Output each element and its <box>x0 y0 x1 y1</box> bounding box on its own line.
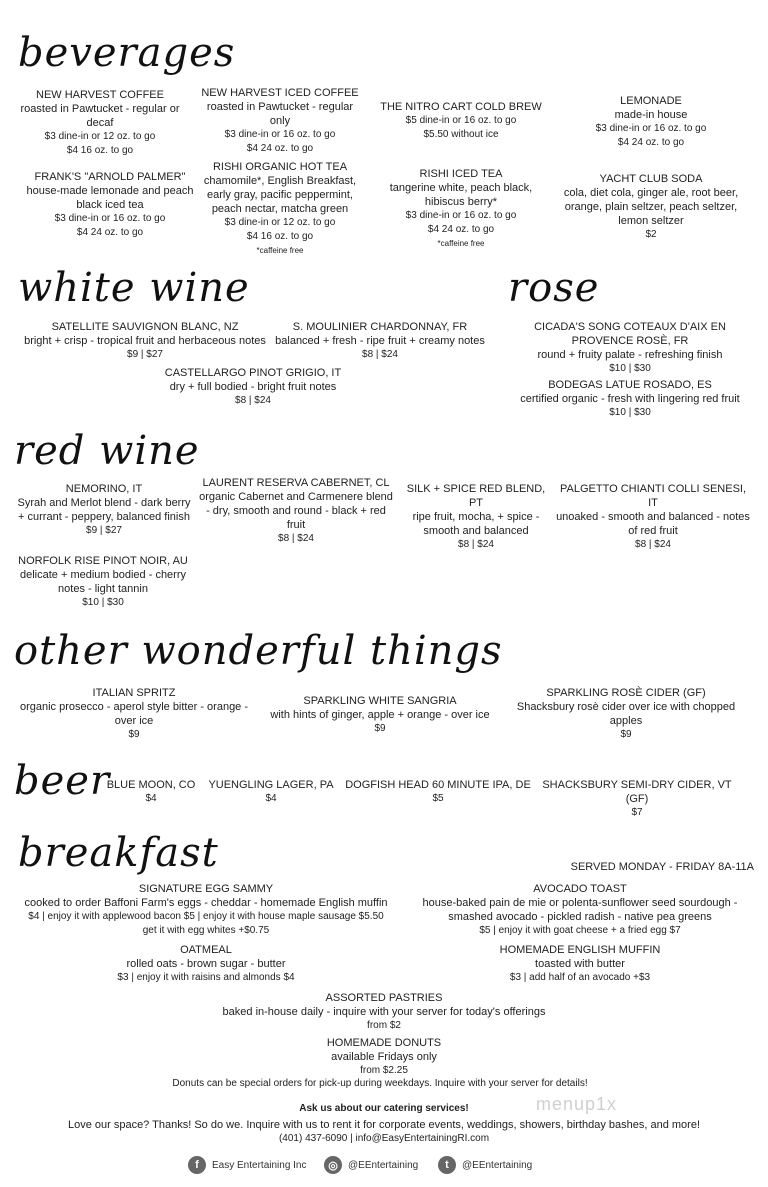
other-item <box>14 686 254 742</box>
item-price: $10 | $30 <box>82 597 124 608</box>
beverages-heading: beverages <box>18 30 236 76</box>
beverage-item <box>20 88 180 158</box>
item-price: $9 | $27 <box>86 525 122 536</box>
item-desc: with hints of ginger, apple + orange - over ice <box>270 709 490 721</box>
breakfast-item <box>244 1036 524 1078</box>
item-title: FRANK'S "ARNOLD PALMER" <box>34 171 186 183</box>
instagram-icon: ◎ <box>324 1156 342 1174</box>
facebook-icon: f <box>188 1156 206 1174</box>
beer-item <box>96 778 206 806</box>
item-title: SILK + SPICE RED BLEND, PT <box>406 483 546 509</box>
item-price: $8 | $24 <box>235 395 271 406</box>
breakfast-heading: breakfast <box>18 830 219 876</box>
twitter-icon: t <box>438 1156 456 1174</box>
item-title: YACHT CLUB SODA <box>599 173 703 185</box>
item-price: $4 24 oz. to go <box>76 227 144 238</box>
item-price: $3 dine-in or 16 oz. to go <box>405 210 517 221</box>
item-desc: delicate + medium bodied - cherry notes - light tannin <box>20 569 186 595</box>
breakfast-item <box>470 943 690 985</box>
item-price: $2 <box>645 229 657 240</box>
item-title: SATELLITE SAUVIGNON BLANC, NZ <box>51 321 239 333</box>
item-title: HOMEMADE DONUTS <box>326 1037 442 1049</box>
beverage-item <box>375 100 547 142</box>
item-title: AVOCADO TOAST <box>533 883 627 895</box>
item-title: ASSORTED PASTRIES <box>325 992 443 1004</box>
facebook-link[interactable] <box>188 1156 307 1174</box>
item-price: $8 | $24 <box>362 349 398 360</box>
instagram-link[interactable] <box>324 1156 418 1174</box>
item-desc: roasted in Pawtucket - regular only <box>206 101 354 127</box>
item-price: $3 dine-in or 16 oz. to go <box>54 213 166 224</box>
other-item <box>510 686 742 742</box>
item-price: $3 dine-in or 12 oz. to go <box>224 217 336 228</box>
item-price: $10 | $30 <box>609 363 651 374</box>
instagram-handle: @EEntertaining <box>348 1159 419 1171</box>
red-wine-item <box>14 482 194 538</box>
item-extra: get it with egg whites +$0.75 <box>142 925 270 936</box>
red-wine-item <box>14 554 192 610</box>
item-title: SIGNATURE EGG SAMMY <box>138 883 274 895</box>
item-price: $5 dine-in or 16 oz. to go <box>405 115 517 126</box>
other-wonderful-things-heading: other wonderful things <box>14 628 503 674</box>
beer-item <box>206 778 336 806</box>
item-desc: organic prosecco - aperol style bitter - orange - over ice <box>19 701 249 727</box>
item-title: CICADA'S SONG COTEAUX D'AIX EN PROVENCE ROSÈ, FR <box>534 321 726 347</box>
beverage-item <box>202 160 358 258</box>
item-title: THE NITRO CART COLD BREW <box>380 101 542 113</box>
item-title: SPARKLING WHITE SANGRIA <box>303 695 457 707</box>
breakfast-item <box>194 991 574 1033</box>
item-title: RISHI ORGANIC HOT TEA <box>212 161 348 173</box>
item-desc: house-made lemonade and peach black iced tea <box>26 185 194 211</box>
item-price: $5 <box>432 793 444 804</box>
item-price: $9 <box>128 729 140 740</box>
twitter-link[interactable] <box>438 1156 532 1174</box>
watermark: menup1x <box>536 1094 618 1114</box>
breakfast-item <box>96 943 316 985</box>
item-title: NORFOLK RISE PINOT NOIR, AU <box>18 555 188 567</box>
beer-heading: beer <box>14 758 111 804</box>
breakfast-hours: SERVED MONDAY - FRIDAY 8A-11A <box>570 861 754 873</box>
item-price: $3 | enjoy it with raisins and almonds $4 <box>117 972 295 983</box>
item-title: CASTELLARGO PINOT GRIGIO, IT <box>164 367 342 379</box>
item-price: $9 | $27 <box>127 349 163 360</box>
space-note: Love our space? Thanks! So do we. Inquire with us to rent it for corporate events, weddings, showers, birthday bashes, and more! <box>67 1119 701 1131</box>
beverage-item <box>385 167 537 251</box>
donut-note: Donuts can be special orders for pick-up during weekdays. Inquire with your server for details! <box>172 1078 588 1089</box>
item-price: $4 24 oz. to go <box>427 224 495 235</box>
item-price: $8 | $24 <box>635 539 671 550</box>
item-title: OATMEAL <box>180 944 232 956</box>
item-price: $8 | $24 <box>278 533 314 544</box>
beer-item <box>340 778 536 806</box>
rose-heading: rose <box>508 265 600 311</box>
item-desc: ripe fruit, mocha, + spice - smooth and balanced <box>412 511 540 537</box>
beverage-item <box>20 170 200 240</box>
item-desc: Shacksbury rosè cider over ice with chopped apples <box>516 701 736 727</box>
item-desc: cola, diet cola, ginger ale, root beer, orange, plain seltzer, peach seltzer, lemon seltzer <box>563 187 739 227</box>
item-title: ITALIAN SPRITZ <box>92 687 176 699</box>
other-item <box>262 694 498 736</box>
item-desc: available Fridays only <box>331 1051 437 1063</box>
beverage-item <box>560 172 742 242</box>
item-title: NEMORINO, IT <box>65 483 143 495</box>
item-price: $4 16 oz. to go <box>66 145 134 156</box>
item-title: LEMONADE <box>620 95 682 107</box>
item-title: HOMEMADE ENGLISH MUFFIN <box>499 944 661 956</box>
item-price: $4 24 oz. to go <box>617 137 685 148</box>
item-title: BODEGAS LATUE ROSADO, ES <box>548 379 712 391</box>
item-desc: made-in house <box>614 109 688 121</box>
beverage-item <box>200 86 360 156</box>
item-desc: organic Cabernet and Carmenere blend - dry, smooth and round - black + red fruit <box>199 491 393 531</box>
item-desc: house-baked pain de mie or polenta-sunflower seed sourdough - smashed avocado - pickled radish - native pea greens <box>422 897 738 923</box>
item-price: $3 dine-in or 16 oz. to go <box>224 129 336 140</box>
item-price: $5 | enjoy it with goat cheese + a fried egg $7 <box>479 925 681 936</box>
item-desc: unoaked - smooth and balanced - notes of red fruit <box>556 511 750 537</box>
item-title: BLUE MOON, CO <box>106 779 196 791</box>
item-desc: roasted in Pawtucket - regular or decaf <box>20 103 180 129</box>
beverage-item <box>575 94 727 150</box>
item-price: $3 dine-in or 16 oz. to go <box>595 123 707 134</box>
item-title: SPARKLING ROSÈ CIDER (GF) <box>546 687 706 699</box>
item-title: PALGETTO CHIANTI COLLI SENESI, IT <box>559 483 747 509</box>
facebook-handle: Easy Entertaining Inc <box>212 1159 307 1171</box>
item-desc: tangerine white, peach black, hibiscus berry* <box>389 182 533 208</box>
item-note: *caffeine free <box>437 239 485 248</box>
item-desc: round + fruity palate - refreshing finish <box>537 349 723 361</box>
item-desc: baked in-house daily - inquire with your server for today's offerings <box>222 1006 546 1018</box>
item-desc: certified organic - fresh with lingering red fruit <box>520 393 740 405</box>
item-desc: balanced + fresh - ripe fruit + creamy notes <box>275 335 485 347</box>
item-desc: rolled oats - brown sugar - butter <box>126 958 286 970</box>
item-desc: toasted with butter <box>535 958 625 970</box>
red-wine-item <box>403 482 549 552</box>
breakfast-item <box>408 882 752 938</box>
item-price: $7 <box>631 807 643 818</box>
item-desc: dry + full bodied - bright fruit notes <box>169 381 337 393</box>
rose-wine-item <box>530 320 730 376</box>
item-price: $5.50 without ice <box>423 129 499 140</box>
white-wine-heading: white wine <box>18 265 250 311</box>
item-desc: cooked to order Baffoni Farm's eggs - cheddar - homemade English muffin <box>24 897 388 909</box>
item-price: $4 24 oz. to go <box>246 143 314 154</box>
beer-item <box>534 778 740 820</box>
item-price: $3 | add half of an avocado +$3 <box>509 972 651 983</box>
item-price: $4 16 oz. to go <box>246 231 314 242</box>
item-note: *caffeine free <box>256 246 304 255</box>
item-price: $4 | enjoy it with applewood bacon $5 | enjoy it with house maple sausage $5.50 <box>28 911 384 922</box>
item-price: from $2.25 <box>360 1065 408 1076</box>
item-title: S. MOULINIER CHARDONNAY, FR <box>292 321 468 333</box>
item-price: from $2 <box>367 1020 401 1031</box>
item-title: YUENGLING LAGER, PA <box>208 779 334 791</box>
item-price: $4 <box>145 793 157 804</box>
item-price: $8 | $24 <box>458 539 494 550</box>
red-wine-item <box>556 482 750 552</box>
item-price: $9 <box>620 729 632 740</box>
catering-note: Ask us about our catering services! <box>299 1103 469 1114</box>
item-price: $3 dine-in or 12 oz. to go <box>44 131 156 142</box>
red-wine-heading: red wine <box>14 428 200 474</box>
item-price: $10 | $30 <box>609 407 651 418</box>
item-price: $4 <box>265 793 277 804</box>
item-desc: Syrah and Merlot blend - dark berry + currant - peppery, balanced finish <box>17 497 191 523</box>
white-wine-item <box>272 320 488 362</box>
item-title: RISHI ICED TEA <box>419 168 503 180</box>
red-wine-item <box>196 476 396 546</box>
item-title: LAURENT RESERVA CABERNET, CL <box>202 477 390 489</box>
item-desc: bright + crisp - tropical fruit and herbaceous notes <box>24 335 266 347</box>
item-title: NEW HARVEST ICED COFFEE <box>201 87 359 99</box>
item-desc: chamomile*, English Breakfast, early gray, pacific peppermint, peach nectar, matcha green <box>203 175 357 215</box>
item-title: NEW HARVEST COFFEE <box>36 89 164 101</box>
white-wine-item <box>14 320 276 362</box>
rose-wine-item <box>505 378 755 420</box>
item-title: SHACKSBURY SEMI-DRY CIDER, VT (GF) <box>542 779 732 805</box>
item-price: $9 <box>374 723 386 734</box>
breakfast-item <box>16 882 396 938</box>
white-wine-item <box>160 366 346 408</box>
item-title: DOGFISH HEAD 60 MINUTE IPA, DE <box>345 779 531 791</box>
contact-info: (401) 437-6090 | info@EasyEntertainingRI.com <box>278 1133 490 1144</box>
twitter-handle: @EEntertaining <box>462 1159 533 1171</box>
